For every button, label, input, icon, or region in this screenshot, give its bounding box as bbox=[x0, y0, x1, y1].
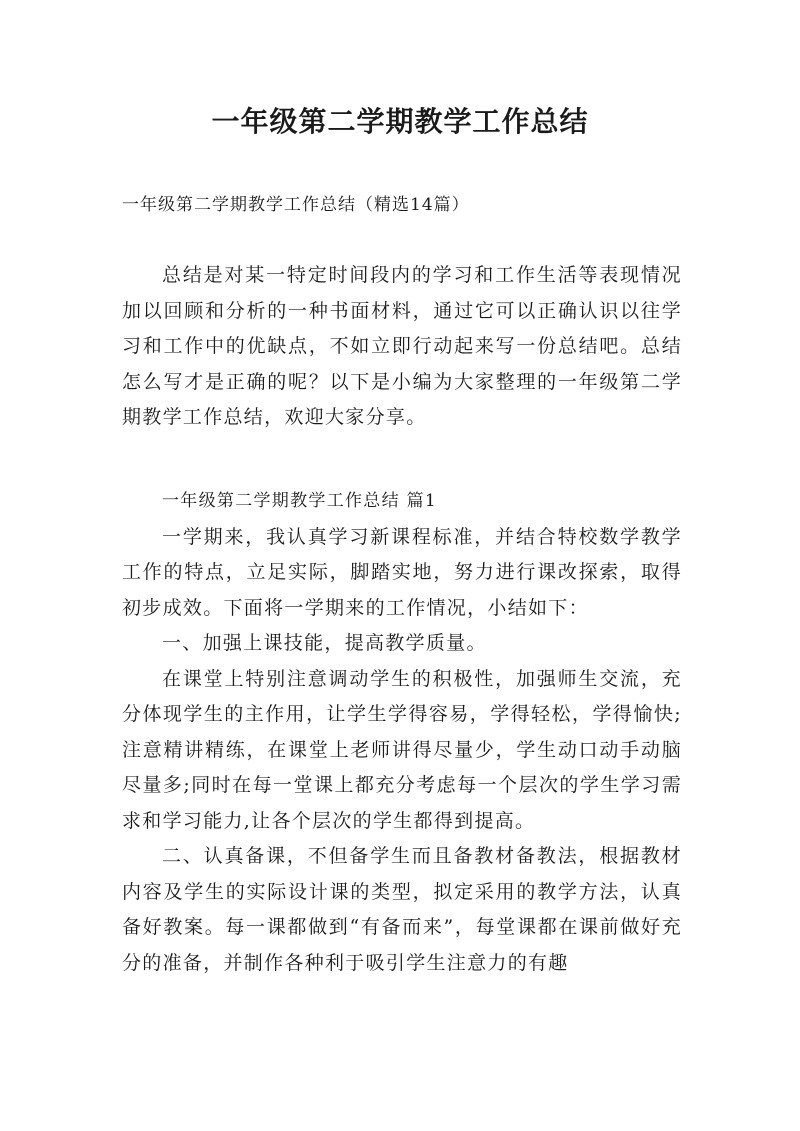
body-paragraph: 一、加强上课技能，提高教学质量。 bbox=[162, 632, 487, 654]
body-paragraph: 一学期来，我认真学习新课程标准，并结合特校数学教学工作的特点，立足实际，脚踏实地，努力进行课改探索，取得初步成效。下面将一学期来的工作情况，小结如下： bbox=[122, 525, 682, 619]
section-1 bbox=[122, 484, 682, 981]
intro-section bbox=[122, 258, 682, 436]
body-paragraph: 二、认真备课，不但备学生而且备教材备教法，根据教材内容及学生的实际设计课的类型，拟定采用的教学方法，认真备好教案。每一课都做到“有备而来”，每堂课都在课前做好充分的准备，并制作各种利于吸引学生注意力的有趣 bbox=[122, 845, 682, 974]
section-heading: 一年级第二学期教学工作总结 篇1 bbox=[162, 491, 438, 511]
document-title: 一年级第二学期教学工作总结 bbox=[211, 105, 589, 138]
document-subtitle: 一年级第二学期教学工作总结（精选14篇） bbox=[122, 195, 470, 215]
body-paragraph: 在课堂上特别注意调动学生的积极性，加强师生交流，充分体现学生的主作用，让学生学得容易，学得轻松，学得愉快;注意精讲精练，在课堂上老师讲得尽量少，学生动口动手动脑尽量多;同时在每一堂课上都充分考虑每一个层次的学生学习需求和学习能力,让各个层次的学生都得到提高。 bbox=[122, 667, 682, 832]
intro-paragraph: 总结是对某一特定时间段内的学习和工作生活等表现情况加以回顾和分析的一种书面材料，通过它可以正确认识以往学习和工作中的优缺点，不如立即行动起来写一份总结吧。总结怎么写才是正确的呢？以下是小编为大家整理的一年级第二学期教学工作总结，欢迎大家分享。 bbox=[122, 264, 682, 428]
